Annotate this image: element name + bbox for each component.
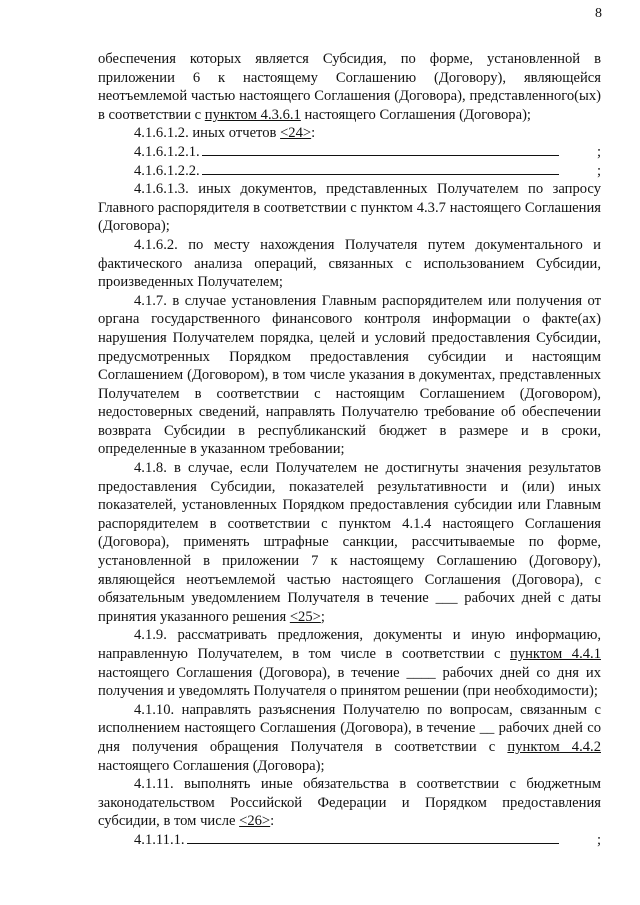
clause-link-4-4-2[interactable]: пунктом 4.4.2 (507, 738, 601, 755)
fill-in-blank-line (187, 831, 559, 844)
clause-4-1-6-1-2-1: 4.1.6.1.2.1. ; (134, 143, 601, 160)
clause-4-1-11-1: 4.1.11.1. ; (134, 831, 601, 848)
clause-4-1-6-1-2-2: 4.1.6.1.2.2. ; (134, 162, 601, 179)
clause-4-1-8: 4.1.8. в случае, если Получателем не достигнуты значения результатов предоставления Субсидии, показателей результативности и (или) иных показателей, установленных Порядком предоставления субсидии или Главным распорядителем в соответствии с пунктом 4.1.4 настоящего Соглашения (Договора), применять штрафные санкции, рассчитываемые по форме, установленной в приложении 7 к настоящему Соглашению (Договору), являющейся неотъемлемой частью настоящего Соглашения (Договора), с обязательным уведомлением Получателя в течение ___ рабочих дней с даты принятия указанного решения <25>; (98, 460, 601, 625)
document-body (98, 50, 601, 850)
clause-4-1-7: 4.1.7. в случае установления Главным распорядителем или получения от органа государственного финансового контроля информации о факте(ах) нарушения Получателем порядка, целей и условий предоставления Субсидии, предусмотренных Порядком предоставления субсидии и настоящим Соглашением (Договором), в том числе указания в документах, представленных Получателем в соответствии с настоящим Соглашением (Договором), недостоверных сведений, направлять Получателю требование об обеспечении возврата Субсидии в республиканский бюджет в размере и в сроки, определенные в указанном требовании; (98, 292, 601, 458)
clause-link-4-3-6-1[interactable]: пунктом 4.3.6.1 (204, 106, 301, 123)
clause-4-1-6-2: 4.1.6.2. по месту нахождения Получателя путем документального и фактического анализа операций, связанных с использованием Субсидии, произведенных Получателем; (98, 236, 601, 291)
fill-in-blank-line (202, 162, 559, 175)
clause-4-1-6-1-3: 4.1.6.1.3. иных документов, представленных Получателем по запросу Главного распорядителя в соответствии с пунктом 4.3.7 настоящего Соглашения (Договора); (98, 181, 601, 235)
fill-in-blank-line (202, 143, 559, 156)
clause-4-1-6-1-2: 4.1.6.1.2. иных отчетов <24>: (134, 125, 316, 142)
clause-4-1-11: 4.1.11. выполнять иные обязательства в соответствии с бюджетным законодательством Российской Федерации и Порядком предоставления субсидии, в том числе <26>: (98, 776, 601, 830)
clause-4-1-9: 4.1.9. рассматривать предложения, документы и иную информацию, направленную Получателем, в том числе в соответствии с пунктом 4.4.1 настоящего Соглашения (Договора), в течение ____ рабочих дней со дня их получения и уведомлять Получателя о принятом решении (при необходимости); (98, 627, 601, 700)
clause-4-1-10: 4.1.10. направлять разъяснения Получателю по вопросам, связанным с исполнением настоящего Соглашения (Договора), в течение __ рабочих дней со дня получения обращения Получателя в соответствии с пунктом 4.4.2 настоящего Соглашения (Договора); (98, 701, 601, 774)
page-number: 8 (595, 6, 602, 21)
footnote-link-24[interactable]: <24> (280, 125, 312, 142)
paragraph-continuation: обеспечения которых является Субсидия, по форме, установленной в приложении 6 к настоящему Соглашению (Договору), являющейся неотъемлемой частью настоящего Соглашения (Договора), представленного(ых) в соответствии с пунктом 4.3.6.1 настоящего Соглашения (Договора); (98, 51, 601, 123)
clause-link-4-4-1[interactable]: пунктом 4.4.1 (510, 646, 601, 662)
footnote-link-25[interactable]: <25> (289, 608, 321, 625)
footnote-link-26[interactable]: <26> (239, 813, 271, 830)
